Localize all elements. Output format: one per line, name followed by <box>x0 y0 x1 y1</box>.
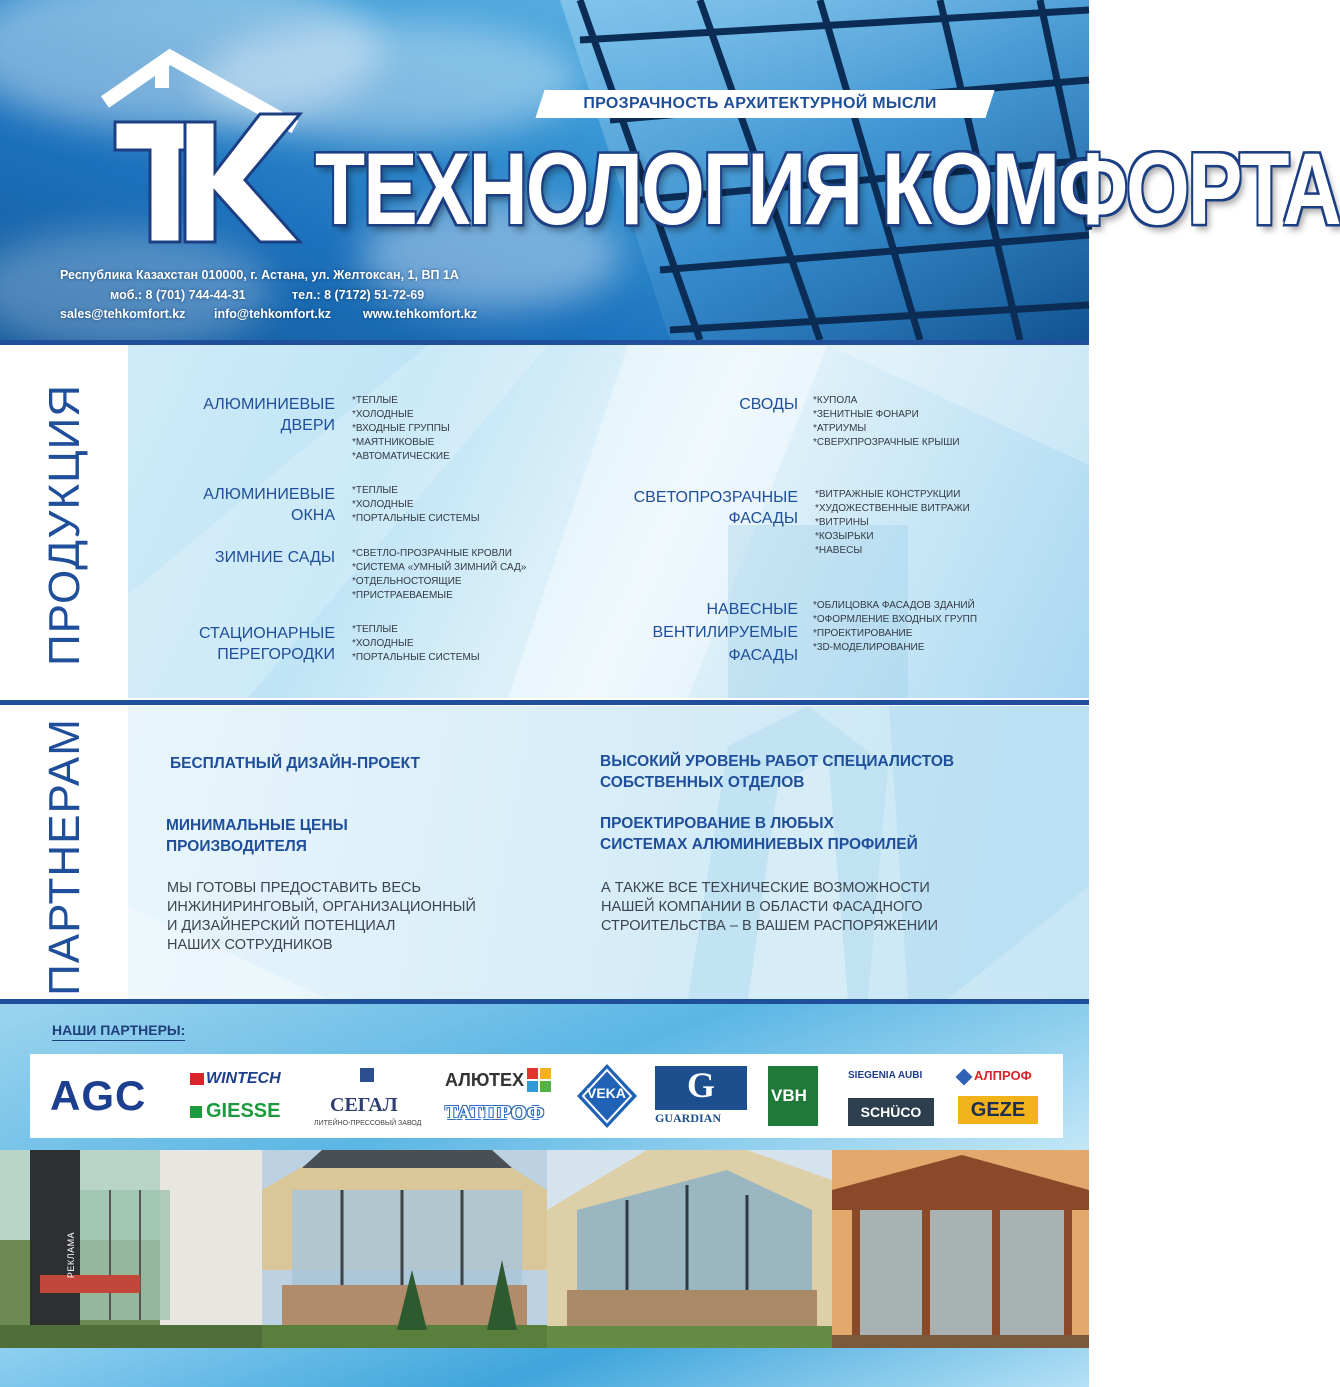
alprof-logo <box>958 1068 1032 1083</box>
list-item: *ТЕПЛЫЕ <box>352 395 398 406</box>
list-item: *ВИТРИНЫ <box>815 517 869 528</box>
logo-text: GIESSE <box>206 1100 281 1122</box>
potential-text <box>167 879 476 955</box>
free-design-text <box>170 753 420 774</box>
product-aluminum-windows-list <box>352 484 480 526</box>
tatprof-logo: ТАТПРОФ <box>445 1102 545 1124</box>
product-translucent-facades-title <box>580 487 798 529</box>
vbh-logo: VBH <box>771 1086 807 1105</box>
list-item: *КОЗЫРЬКИ <box>815 531 874 542</box>
list-item: *НАВЕСЫ <box>815 545 863 556</box>
list-item: *ТЕПЛЫЕ <box>352 624 398 635</box>
text-line: СТРОИТЕЛЬСТВА – В ВАШЕМ РАСПОРЯЖЕНИИ <box>601 918 939 934</box>
brand-name: ТЕХНОЛОГИЯ КОМФОРТА <box>315 132 1340 247</box>
company-logo <box>100 37 310 252</box>
list-item: *3D-МОДЕЛИРОВАНИЕ <box>813 642 925 653</box>
guardian-logo: GUARDIAN <box>655 1111 721 1125</box>
list-item: *ХОЛОДНЫЕ <box>352 409 414 420</box>
logo-text: АЛПРОФ <box>974 1068 1032 1083</box>
partner-logos-panel <box>30 1054 1063 1138</box>
text-line: ПРОЕКТИРОВАНИЕ В ЛЮБЫХ <box>600 815 834 832</box>
list-item: *СИСТЕМА «УМНЫЙ ЗИМНИЙ САД» <box>352 562 527 573</box>
list-item: *ОФОРМЛЕНИЕ ВХОДНЫХ ГРУПП <box>813 614 978 625</box>
list-item: *ХОЛОДНЫЕ <box>352 638 414 649</box>
header-banner <box>0 0 1340 340</box>
list-item: *ПОРТАЛЬНЫЕ СИСТЕМЫ <box>352 652 480 663</box>
text-line: СИСТЕМАХ АЛЮМИНИЕВЫХ ПРОФИЛЕЙ <box>600 836 918 853</box>
list-item: *ПРИСТРАЕВАЕМЫЕ <box>352 590 453 601</box>
text-line: НАШЕЙ КОМПАНИИ В ОБЛАСТИ ФАСАДНОГО <box>601 899 923 915</box>
product-aluminum-doors-list <box>352 394 450 464</box>
slogan-text: ПРОЗРАЧНОСТЬ АРХИТЕКТУРНОЙ МЫСЛИ <box>583 95 937 112</box>
advertisement-label: РЕКЛАМА <box>66 1231 77 1279</box>
product-vaults-list <box>813 394 960 450</box>
list-item: *ВИТРАЖНЫЕ КОНСТРУКЦИИ <box>815 489 961 500</box>
divider <box>0 700 1089 705</box>
geze-logo: GEZE <box>958 1096 1038 1124</box>
products-heading: ПРОДУКЦИЯ <box>40 383 89 667</box>
list-item: *ВХОДНЫЕ ГРУППЫ <box>352 423 450 434</box>
wintech-logo <box>190 1070 281 1088</box>
design-profiles-text <box>600 813 918 855</box>
our-partners-label: НАШИ ПАРТНЕРЫ: <box>52 1022 185 1041</box>
text-line: СОБСТВЕННЫХ ОТДЕЛОВ <box>600 774 805 791</box>
info-email-link[interactable]: info@tehkomfort.kz <box>214 307 332 321</box>
products-section <box>0 345 1089 698</box>
guardian-mark: G <box>687 1065 716 1105</box>
title-line: ПЕРЕГОРОДКИ <box>217 646 335 663</box>
product-aluminum-doors-title <box>150 394 335 436</box>
title-line: НАВЕСНЫЕ <box>706 601 798 618</box>
text-line: НАШИХ СОТРУДНИКОВ <box>167 937 333 953</box>
list-item: *ПРОЕКТИРОВАНИЕ <box>813 628 913 639</box>
title-line: ЗИМНИЕ САДЫ <box>214 549 335 566</box>
list-item: *ЗЕНИТНЫЕ ФОНАРИ <box>813 409 919 420</box>
text-line: ИНЖИНИРИНГОВЫЙ, ОРГАНИЗАЦИОННЫЙ <box>167 899 476 915</box>
agc-logo: AGC <box>50 1072 147 1119</box>
list-item: *МАЯТНИКОВЫЕ <box>352 437 435 448</box>
photo-conservatory <box>547 1150 832 1348</box>
alprof-icon <box>956 1068 973 1085</box>
sales-email-link[interactable]: sales@tehkomfort.kz <box>60 307 186 321</box>
title-line: ВЕНТИЛИРУЕМЫЕ <box>652 624 798 641</box>
photo-wooden-veranda <box>832 1150 1089 1348</box>
technical-capabilities-text <box>601 879 938 936</box>
veka-logo: VEKA <box>587 1085 626 1101</box>
list-item: *ПОРТАЛЬНЫЕ СИСТЕМЫ <box>352 513 480 524</box>
product-translucent-facades-list <box>815 488 970 558</box>
list-item: *АТРИУМЫ <box>813 423 867 434</box>
list-item: *ОБЛИЦОВКА ФАСАДОВ ЗДАНИЙ <box>813 600 975 611</box>
segal-subtitle: ЛИТЕЙНО-ПРЕССОВЫЙ ЗАВОД <box>314 1120 422 1127</box>
title-line: СВОДЫ <box>739 396 798 413</box>
product-partitions-list <box>352 623 480 665</box>
text-line: БЕСПЛАТНЫЙ ДИЗАЙН-ПРОЕКТ <box>170 755 420 772</box>
text-line: И ДИЗАЙНЕРСКИЙ ПОТЕНЦИАЛ <box>167 918 396 934</box>
title-line: СТАЦИОНАРНЫЕ <box>198 625 335 642</box>
product-vaults-title <box>600 394 798 415</box>
text-line: ВЫСОКИЙ УРОВЕНЬ РАБОТ СПЕЦИАЛИСТОВ <box>600 753 955 770</box>
list-item: *АВТОМАТИЧЕСКИЕ <box>352 451 450 462</box>
address-text: Республика Казахстан 010000, г. Астана, ул. Желтоксан, 1, ВП 1А <box>60 268 459 282</box>
product-winter-gardens-title <box>150 547 335 568</box>
segal-logo: СЕГАЛ <box>330 1094 398 1116</box>
list-item: *ХОЛОДНЫЕ <box>352 499 414 510</box>
list-item: *ОТДЕЛЬНОСТОЯЩИЕ <box>352 576 462 587</box>
text-line: МЫ ГОТОВЫ ПРЕДОСТАВИТЬ ВЕСЬ <box>167 880 422 896</box>
website-link[interactable]: www.tehkomfort.kz <box>363 307 478 321</box>
footer-band <box>0 1348 1089 1387</box>
giesse-icon <box>190 1106 202 1118</box>
wintech-icon <box>190 1073 204 1085</box>
title-line: ФАСАДЫ <box>728 647 798 664</box>
list-item: *ХУДОЖЕСТВЕННЫЕ ВИТРАЖИ <box>815 503 970 514</box>
mobile-phone[interactable]: моб.: 8 (701) 744-44-31 <box>110 288 246 302</box>
office-phone[interactable]: тел.: 8 (7172) 51-72-69 <box>292 288 425 302</box>
product-ventilated-facades-title <box>580 598 798 667</box>
title-line: ОКНА <box>291 507 335 524</box>
product-ventilated-facades-list <box>813 599 977 655</box>
title-line: ДВЕРИ <box>280 417 335 434</box>
title-line: АЛЮМИНИЕВЫЕ <box>203 396 335 413</box>
text-line: МИНИМАЛЬНЫЕ ЦЕНЫ <box>166 817 348 834</box>
list-item: *ТЕПЛЫЕ <box>352 485 398 496</box>
text-line: А ТАКЖЕ ВСЕ ТЕХНИЧЕСКИЕ ВОЗМОЖНОСТИ <box>601 880 930 896</box>
list-item: *КУПОЛА <box>813 395 858 406</box>
product-winter-gardens-list <box>352 547 526 603</box>
list-item: *СВЕРХПРОЗРАЧНЫЕ КРЫШИ <box>813 437 960 448</box>
schuco-logo: SCHÜCO <box>848 1098 934 1126</box>
alutech-icon <box>527 1068 551 1092</box>
logo-text: WINTECH <box>206 1070 281 1087</box>
product-aluminum-windows-title <box>150 484 335 526</box>
alutech-logo: АЛЮТЕХ <box>445 1070 524 1090</box>
title-line: АЛЮМИНИЕВЫЕ <box>203 486 335 503</box>
list-item: *СВЕТЛО-ПРОЗРАЧНЫЕ КРОВЛИ <box>352 548 512 559</box>
product-partitions-title <box>150 623 335 665</box>
text-line: ПРОИЗВОДИТЕЛЯ <box>166 838 307 855</box>
partners-heading: ПАРТНЕРАМ <box>40 718 89 996</box>
photo-winter-garden <box>262 1150 547 1348</box>
specialists-text <box>600 751 954 793</box>
segal-icon <box>360 1068 374 1082</box>
siegenia-logo: SIEGENIA AUBI <box>848 1070 923 1081</box>
giesse-logo <box>190 1100 280 1123</box>
photo-glazed-terrace <box>0 1150 262 1348</box>
min-prices-text <box>166 815 348 857</box>
title-line: ФАСАДЫ <box>728 510 798 527</box>
title-line: СВЕТОПРОЗРАЧНЫЕ <box>633 489 798 506</box>
logo-letters: ТК <box>100 37 122 56</box>
partners-section <box>0 706 1089 999</box>
